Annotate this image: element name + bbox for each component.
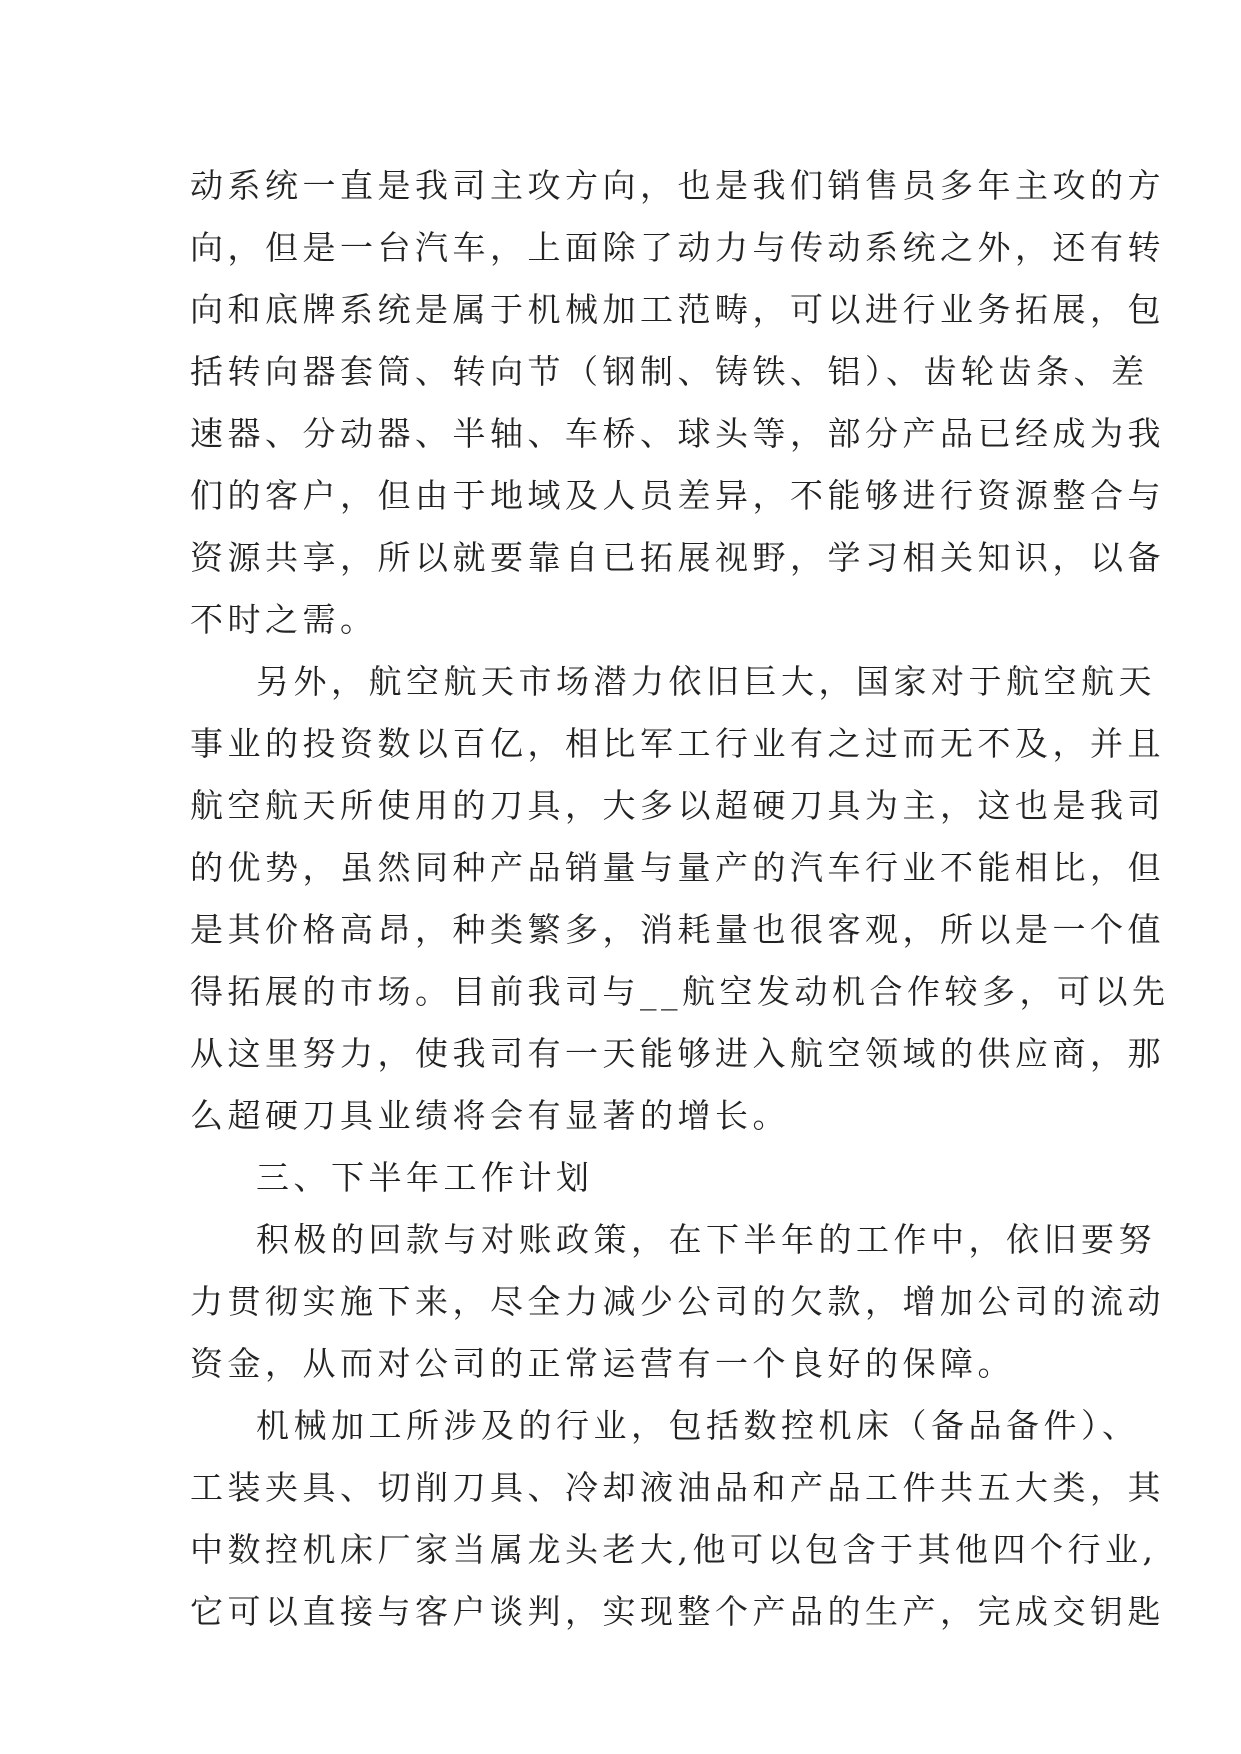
text-line: 它可以直接与客户谈判，实现整个产品的生产，完成交钥匙 — [190, 1592, 1165, 1631]
text-line: 们的客户，但由于地域及人员差异，不能够进行资源整合与 — [190, 476, 1165, 515]
text-line: 括转向器套筒、转向节（钢制、铸铁、铝）、齿轮齿条、差 — [190, 352, 1149, 391]
paragraph-collections — [190, 1209, 1165, 1395]
text-line: 不时之需。 — [190, 600, 378, 639]
text-line: 的优势，虽然同种产品销量与量产的汽车行业不能相比，但 — [190, 848, 1165, 887]
text-line: 么超硬刀具业绩将会有显著的增长。 — [190, 1096, 790, 1135]
text-line: 资金，从而对公司的正常运营有一个良好的保障。 — [190, 1344, 1015, 1383]
text-line: 是其价格高昂，种类繁多，消耗量也很客观，所以是一个值 — [190, 910, 1165, 949]
text-line: 机械加工所涉及的行业，包括数控机床（备品备件）、 — [256, 1406, 1140, 1445]
text-line: 速器、分动器、半轴、车桥、球头等，部分产品已经成为我 — [190, 414, 1165, 453]
text-line: 力贯彻实施下来，尽全力减少公司的欠款，增加公司的流动 — [190, 1282, 1165, 1321]
text-line: 得拓展的市场。目前我司与__航空发动机合作较多，可以先 — [190, 972, 1170, 1011]
text-line: 工装夹具、切削刀具、冷却液油品和产品工件共五大类，其 — [190, 1468, 1165, 1507]
text-line: 积极的回款与对账政策，在下半年的工作中，依旧要努 — [256, 1220, 1156, 1259]
paragraph-machining — [190, 1395, 1165, 1643]
text-line: 动系统一直是我司主攻方向，也是我们销售员多年主攻的方 — [190, 166, 1165, 205]
section-heading-text: 三、下半年工作计划 — [256, 1158, 594, 1197]
text-line: 向和底牌系统是属于机械加工范畴，可以进行业务拓展，包 — [190, 290, 1165, 329]
paragraph-drive-system — [190, 155, 1165, 651]
text-line: 航空航天所使用的刀具，大多以超硬刀具为主，这也是我司 — [190, 786, 1165, 825]
text-line: 从这里努力，使我司有一天能够进入航空领域的供应商，那 — [190, 1034, 1165, 1073]
paragraph-aerospace — [190, 651, 1170, 1147]
text-line: 中数控机床厂家当属龙头老大,他可以包含于其他四个行业, — [190, 1530, 1158, 1569]
text-line: 另外，航空航天市场潜力依旧巨大，国家对于航空航天 — [256, 662, 1156, 701]
text-line: 向，但是一台汽车，上面除了动力与传动系统之外，还有转 — [190, 228, 1165, 267]
text-line: 事业的投资数以百亿，相比军工行业有之过而无不及，并且 — [190, 724, 1165, 763]
section-heading — [190, 1147, 1050, 1209]
text-line: 资源共享，所以就要靠自已拓展视野，学习相关知识，以备 — [190, 538, 1165, 577]
document-body — [190, 155, 1170, 1643]
